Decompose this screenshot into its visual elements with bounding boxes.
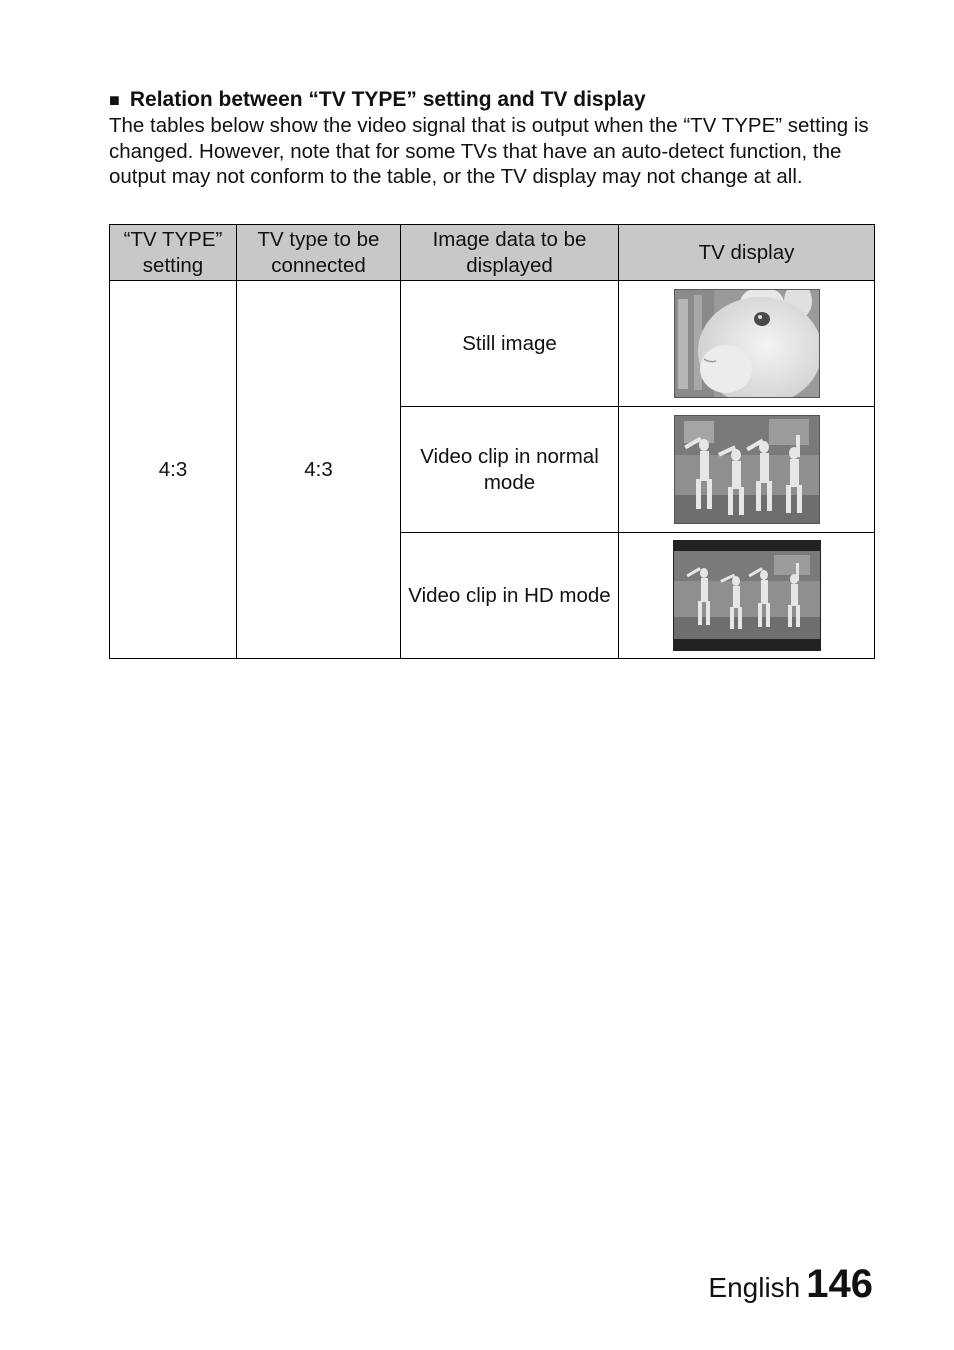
intro-paragraph: The tables below show the video signal that is output when the “TV TYPE” setting is changed. However, note that for some TVs that have an auto-detect function, the output may not conform to the table, or the TV display may not change at all.	[109, 114, 869, 189]
cell-tv-display	[619, 407, 875, 533]
cell-image-data: Still image	[401, 281, 619, 407]
section-heading	[109, 88, 646, 112]
cell-image-data: Video clip in HD mode	[401, 533, 619, 659]
table-row	[110, 281, 875, 407]
cell-tv-type-connected: 4:3	[237, 281, 401, 659]
tv-type-table	[109, 224, 875, 659]
cell-tv-type-setting: 4:3	[110, 281, 237, 659]
header-image-data: Image data to be displayed	[401, 225, 619, 281]
cell-tv-display	[619, 281, 875, 407]
dancers-photo-icon	[674, 415, 820, 524]
header-tv-type-connected: TV type to be connected	[237, 225, 401, 281]
table-header-row	[110, 225, 875, 281]
dancers-letterbox-photo-icon	[673, 540, 821, 651]
heading-bullet: ■	[109, 90, 120, 110]
footer-language: English	[708, 1272, 801, 1303]
header-tv-display: TV display	[619, 225, 875, 281]
cell-image-data: Video clip in normal mode	[401, 407, 619, 533]
page-number: 146	[806, 1262, 873, 1306]
heading-text: Relation between “TV TYPE” setting and TV display	[129, 88, 646, 111]
cell-tv-display	[619, 533, 875, 659]
page-footer	[708, 1262, 873, 1307]
header-tv-type-setting: “TV TYPE” setting	[110, 225, 237, 281]
rabbit-photo-icon	[674, 289, 820, 398]
